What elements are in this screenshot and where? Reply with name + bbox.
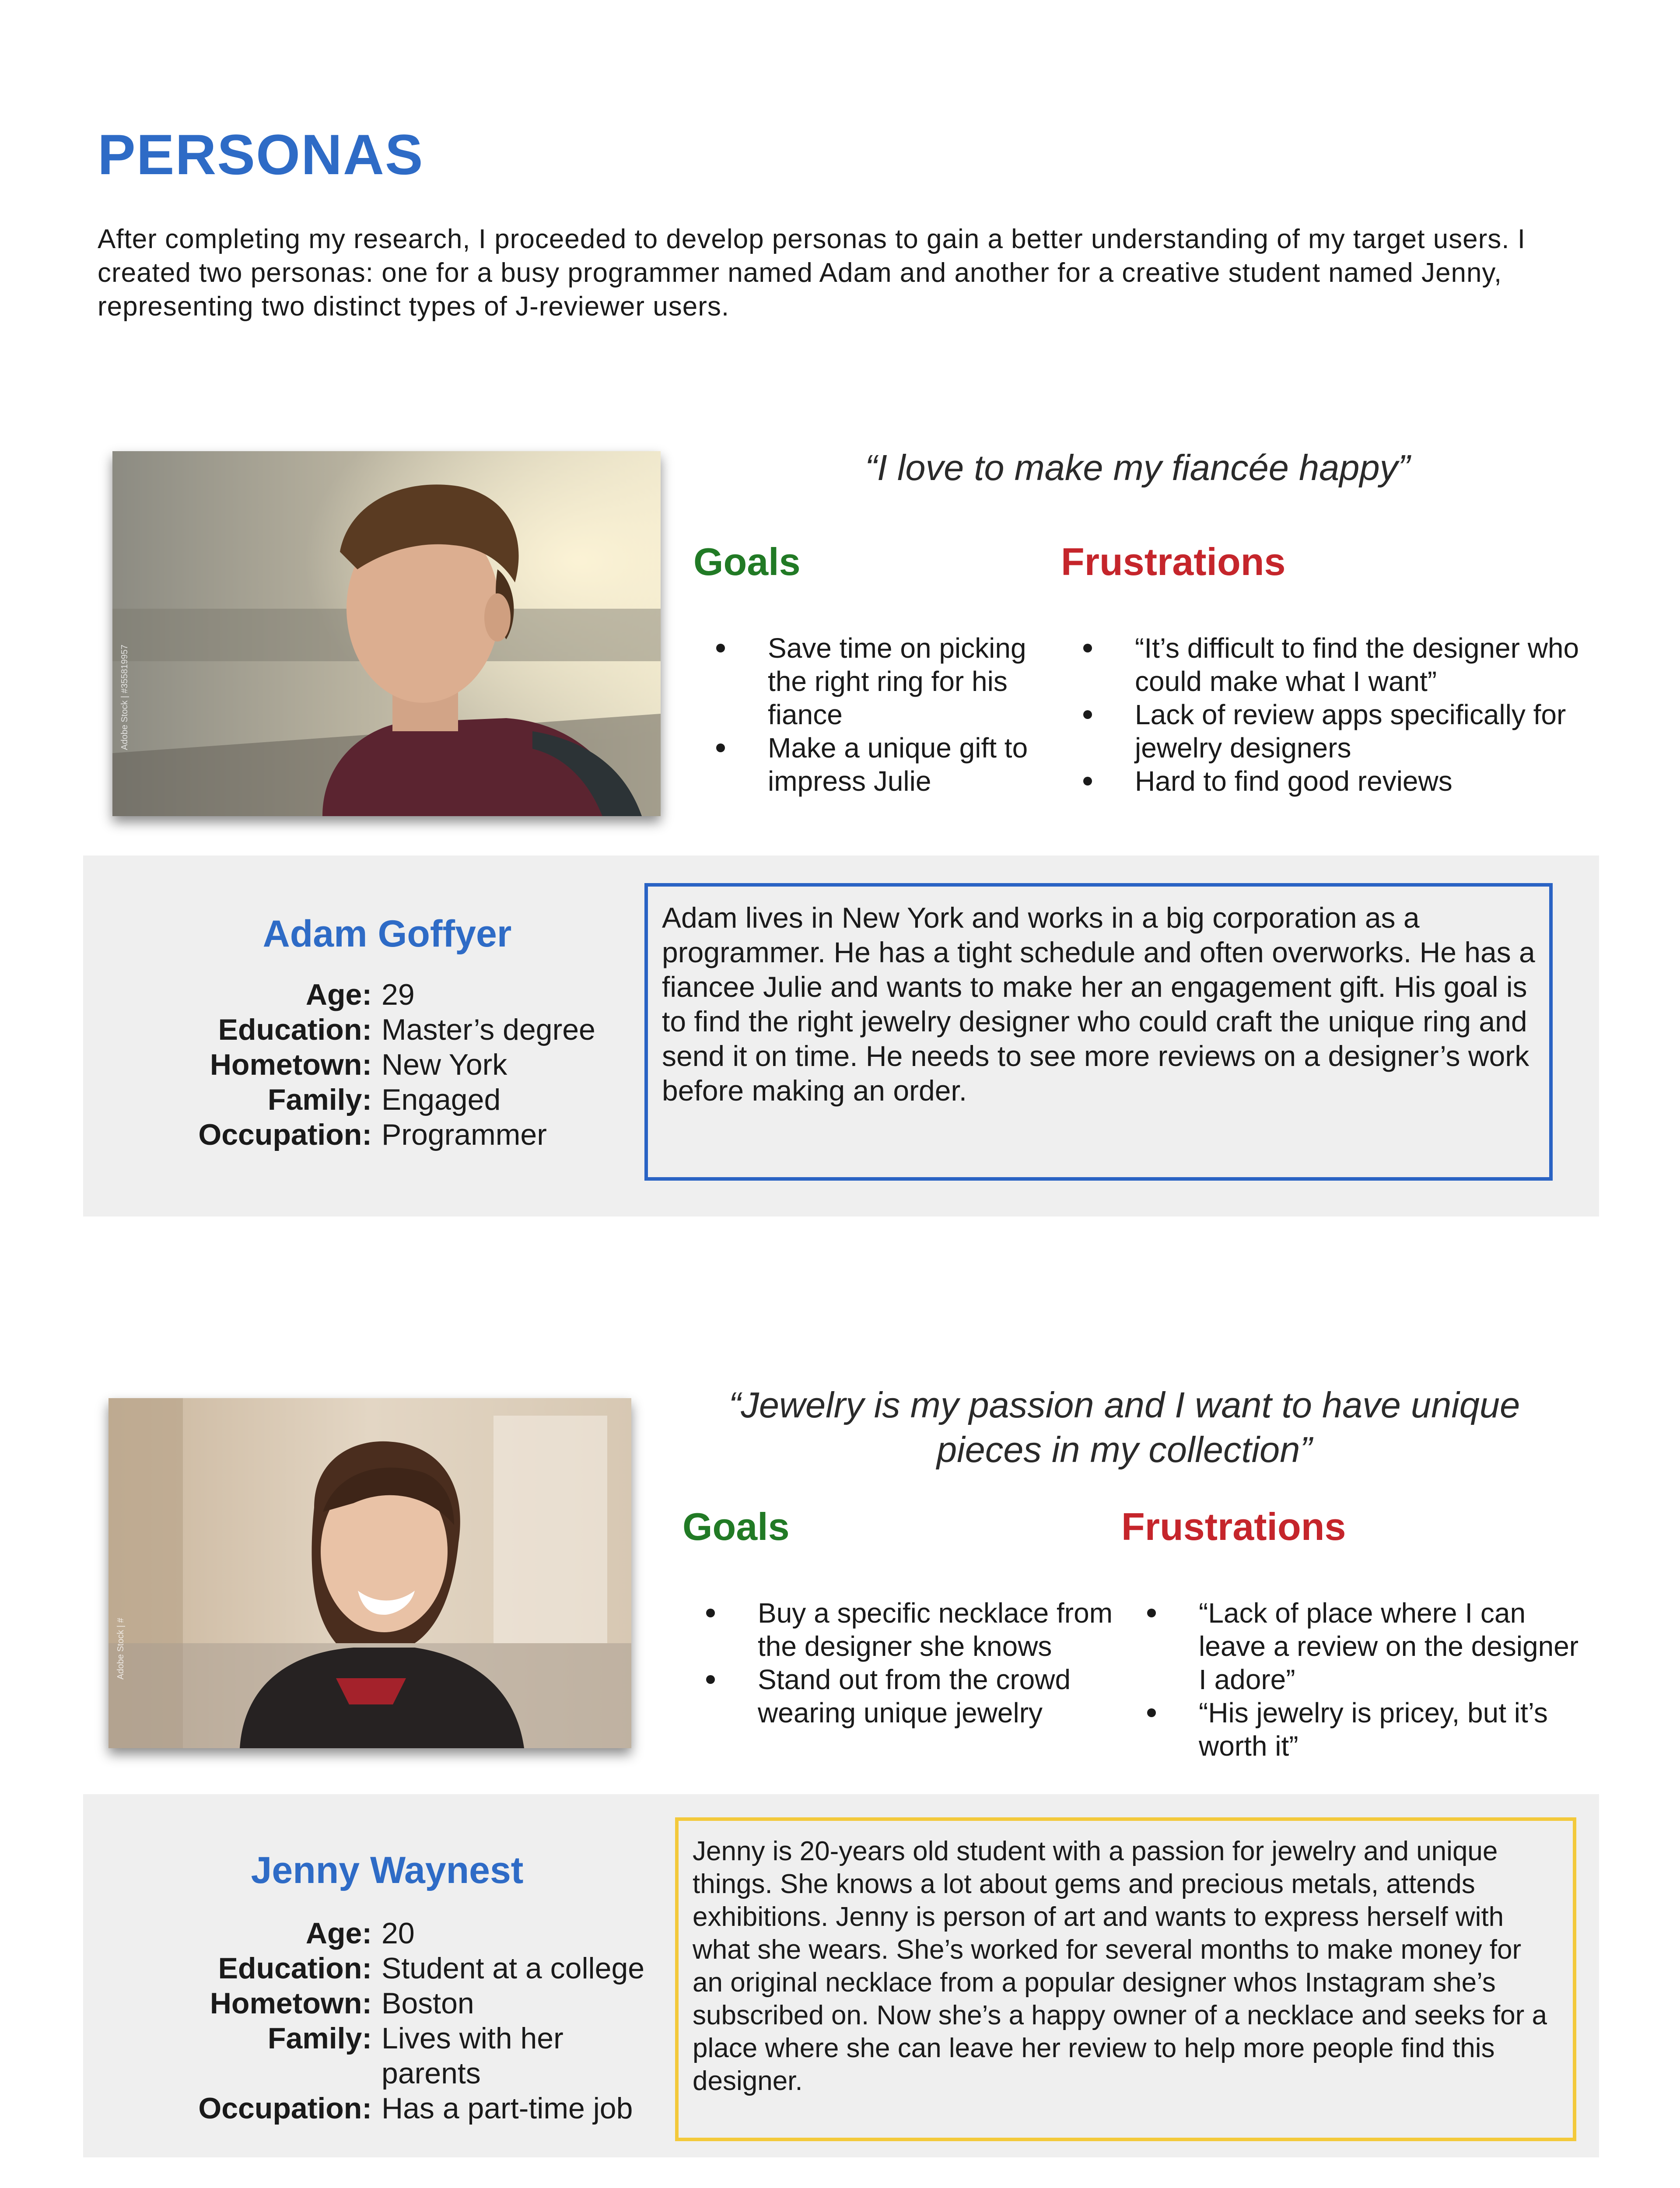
persona-quote: “I love to make my fiancée happy” [865, 447, 1410, 488]
bullet-icon [716, 743, 725, 752]
fact-education: Education: Student at a college [218, 1952, 645, 1985]
photo-watermark: Adobe Stock | # [116, 1618, 126, 1680]
photo-watermark: Adobe Stock | #355819957 [120, 645, 130, 750]
frustrations-list [1083, 631, 1595, 798]
bullet-icon [706, 1675, 715, 1684]
fact-age: Age: 29 [305, 978, 415, 1011]
persona-facts [88, 977, 656, 1152]
fact-occupation: Occupation: Programmer [198, 1118, 547, 1151]
goal-item: Buy a specific necklace from the designer she knows [706, 1596, 1122, 1663]
frustration-item: “Lack of place where I can leave a review on the designer I adore” [1147, 1596, 1589, 1696]
goal-item: Make a unique gift to impress Julie [716, 731, 1049, 798]
persona-bio: Jenny is 20-years old student with a passion for jewelry and unique things. She knows a lot about gems and precious metals, attends exhibitions. Jenny is person of art and wants to express herself with what she wears. She’s worked for several months to make money for an original necklace from a popular designer whos Instagram she’s subscribed on. Now she’s a happy owner of a necklace and seeks for a place where she can leave her review to help more people find this designer. [675, 1817, 1576, 2141]
persona-quote: “Jewelry is my passion and I want to have unique pieces in my collection” [728, 1385, 1520, 1470]
goals-heading: Goals [682, 1505, 790, 1548]
fact-hometown: Hometown: New York [210, 1048, 508, 1081]
goals-list [706, 1596, 1122, 1729]
goals-heading: Goals [693, 540, 801, 583]
bullet-icon [1083, 710, 1092, 719]
persona-facts [88, 1916, 669, 2126]
frustrations-heading: Frustrations [1061, 540, 1286, 583]
persona-name: Adam Goffyer [262, 913, 512, 955]
goal-item: Save time on picking the right ring for his fiance [716, 631, 1049, 731]
bullet-icon [716, 644, 725, 652]
goals-list [716, 631, 1049, 798]
bullet-icon [1147, 1708, 1156, 1717]
bullet-icon [1083, 777, 1092, 785]
bullet-icon [1083, 644, 1092, 652]
fact-age: Age: 20 [305, 1917, 415, 1950]
persona-name: Jenny Waynest [251, 1849, 524, 1891]
frustration-item: “His jewelry is pricey, but it’s worth it” [1147, 1696, 1589, 1763]
frustrations-list [1147, 1596, 1589, 1763]
frustration-item: “It’s difficult to find the designer who could make what I want” [1083, 631, 1595, 698]
frustration-item: Lack of review apps specifically for jewelry designers [1083, 698, 1595, 764]
persona-bio: Adam lives in New York and works in a big corporation as a programmer. He has a tight schedule and often overworks. He has a fiancee Julie and wants to make her an engagement gift. His goal is to find the right jewelry designer who could craft the unique ring and send it on time. He needs to see more reviews on a designer’s work before making an order. [644, 883, 1553, 1181]
frustrations-heading: Frustrations [1121, 1505, 1346, 1548]
bullet-icon [706, 1609, 715, 1617]
fact-education: Education: Master’s degree [218, 1013, 595, 1046]
fact-family: Family: Lives with her parents [267, 2022, 564, 2090]
fact-hometown: Hometown: Boston [210, 1987, 474, 2020]
goal-item: Stand out from the crowd wearing unique jewelry [706, 1663, 1122, 1729]
fact-occupation: Occupation: Has a part-time job [198, 2092, 633, 2125]
frustration-item: Hard to find good reviews [1083, 764, 1595, 798]
bullet-icon [1147, 1609, 1156, 1617]
page-title: PERSONAS [98, 123, 424, 186]
persona-photo-adam [112, 451, 661, 816]
fact-family: Family: Engaged [267, 1083, 501, 1116]
persona-photo-jenny [108, 1398, 631, 1748]
intro-paragraph: After completing my research, I proceeded to develop personas to gain a better understanding of my target users. I created two personas: one for a busy programmer named Adam and another for a creative student named Jenny, representing two distinct types of J-reviewer users. [98, 224, 1526, 322]
